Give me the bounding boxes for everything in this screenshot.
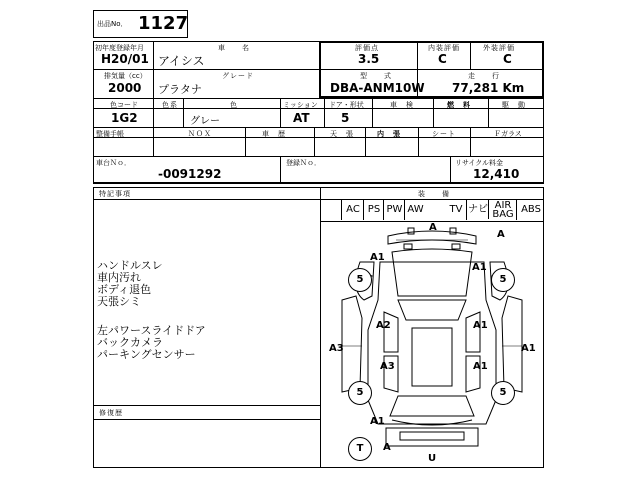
doors-label: ドア・形状 bbox=[329, 101, 364, 109]
equip-tv: TV bbox=[449, 204, 463, 215]
remark-line: 左パワースライドドア bbox=[97, 324, 206, 337]
displacement-label: 排気量（cc） bbox=[104, 72, 147, 80]
mark-rear-bumper: A bbox=[383, 442, 391, 453]
model-value: DBA-ANM10W bbox=[330, 81, 425, 95]
repair-label: 修復歴 bbox=[99, 409, 123, 417]
interior2-label: 内 張 bbox=[377, 130, 401, 138]
exterior-label: 外装評価 bbox=[483, 44, 515, 52]
tire-front-right: 5 bbox=[491, 268, 515, 292]
mark-front-bumper: A bbox=[429, 222, 437, 233]
equip-aw: AW bbox=[404, 200, 426, 220]
mark-right-rear-door: A1 bbox=[473, 361, 488, 372]
mark-left-front-door: A2 bbox=[376, 320, 391, 331]
remarks-label: 特記事項 bbox=[99, 190, 131, 198]
mark-front-right: A bbox=[497, 229, 505, 240]
year-value: H20/01 bbox=[101, 52, 149, 66]
mark-rear-left: A1 bbox=[370, 416, 385, 427]
equip-navi: ナビ bbox=[466, 200, 489, 220]
score-value: 3.5 bbox=[358, 52, 380, 66]
equip-airbag: AIR BAG bbox=[488, 200, 517, 219]
color-code-value: 1G2 bbox=[111, 111, 138, 125]
mileage-label: 走 行 bbox=[468, 72, 500, 80]
grade-label: グレード bbox=[222, 72, 254, 80]
name-value: アイシス bbox=[158, 54, 205, 68]
tire-rear-right: 5 bbox=[491, 381, 515, 405]
remark-line: ボディ退色 bbox=[97, 283, 152, 296]
equipment-label: 装 備 bbox=[418, 190, 450, 198]
seat-label: シート bbox=[432, 130, 456, 138]
nox-label: ＮＯＸ bbox=[188, 130, 212, 138]
interior-value: C bbox=[438, 52, 447, 66]
color-label: 色 bbox=[230, 101, 238, 109]
remark-line: バックカメラ bbox=[97, 336, 163, 349]
mark-right-fender: A1 bbox=[472, 262, 487, 273]
tire-rear-left: 5 bbox=[348, 381, 372, 405]
interior-label: 内装評価 bbox=[428, 44, 460, 52]
glass-label: Ｆガラス bbox=[494, 130, 522, 138]
color-family-label: 色系 bbox=[162, 101, 178, 109]
spare-tire: T bbox=[348, 437, 372, 461]
lot-number: 1127 bbox=[138, 13, 189, 34]
equip-abs: ABS bbox=[516, 200, 545, 220]
inspection-label: 車 検 bbox=[390, 101, 414, 109]
equip-ac: AC bbox=[341, 200, 364, 220]
reg-label: 登録Ｎｏ． bbox=[286, 159, 321, 167]
color-value: グレー bbox=[190, 116, 220, 127]
mark-left-rear-door: A3 bbox=[380, 361, 395, 372]
model-label: 型 式 bbox=[360, 72, 392, 80]
lot-number-label: 出品No． bbox=[97, 20, 128, 28]
mission-value: AT bbox=[293, 111, 310, 125]
chassis-value: -0091292 bbox=[158, 167, 222, 181]
grade-value: プラタナ bbox=[158, 83, 202, 96]
remark-line: 車内汚れ bbox=[97, 271, 141, 284]
recycle-value: 12,410 bbox=[473, 167, 520, 181]
color-code-label: 色コード bbox=[110, 101, 138, 109]
remark-line: ハンドルスレ bbox=[97, 259, 163, 272]
equip-ps: PS bbox=[363, 200, 384, 220]
mileage-value: 77,281 Km bbox=[452, 81, 525, 95]
tire-front-left: 5 bbox=[348, 268, 372, 292]
roof-label: 天 張 bbox=[330, 130, 354, 138]
manual-label: 整備手帳 bbox=[96, 130, 124, 138]
remark-line: パーキングセンサー bbox=[97, 348, 196, 361]
drive-label: 駆 動 bbox=[502, 101, 526, 109]
fuel-label: 燃 料 bbox=[447, 101, 471, 109]
year-label: 初年度登録年月 bbox=[95, 44, 144, 52]
mark-front-left-fender: A1 bbox=[370, 252, 385, 263]
name-label: 車 名 bbox=[218, 44, 250, 52]
score-label: 評価点 bbox=[355, 44, 379, 52]
history-label: 車 歴 bbox=[262, 130, 286, 138]
mark-right-side: A1 bbox=[521, 343, 536, 354]
chassis-label: 車台Ｎｏ． bbox=[96, 159, 131, 167]
displacement-value: 2000 bbox=[108, 81, 142, 95]
remark-line: 天張シミ bbox=[97, 295, 141, 308]
mark-left-side: A3 bbox=[329, 343, 344, 354]
mark-right-front-door: A1 bbox=[473, 320, 488, 331]
exterior-value: C bbox=[503, 52, 512, 66]
mission-label: ミッション bbox=[283, 101, 318, 109]
mark-underbody: U bbox=[428, 453, 437, 464]
equip-pw: PW bbox=[383, 200, 405, 220]
doors-value: 5 bbox=[341, 111, 350, 125]
recycle-label: リサイクル料金 bbox=[455, 159, 504, 167]
